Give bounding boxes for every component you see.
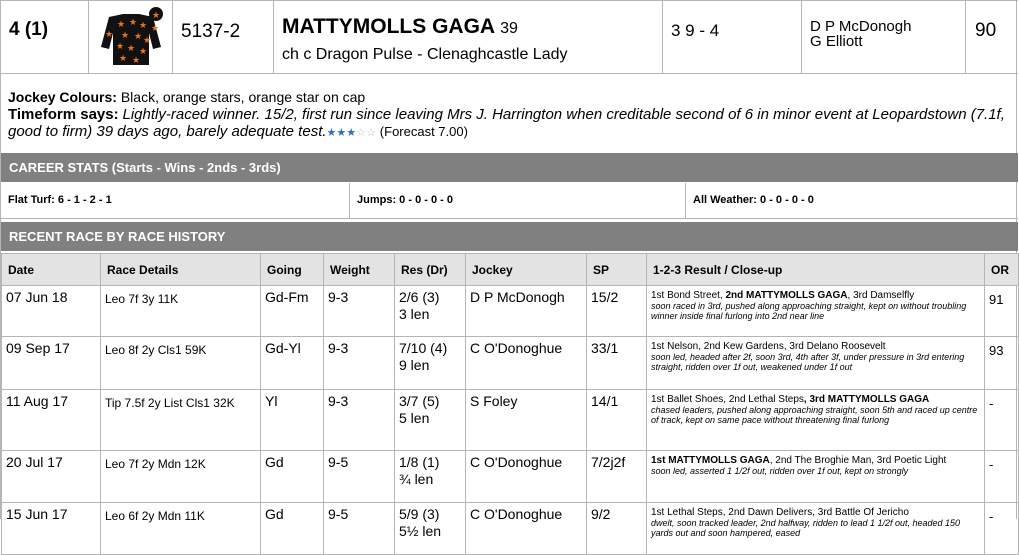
beaten-margin: 5 len [399, 410, 430, 426]
race-going: Gd [261, 503, 324, 555]
svg-text:★: ★ [105, 30, 114, 40]
table-row [2, 390, 1019, 451]
result-summary [651, 455, 980, 466]
rating-cell [966, 1, 1018, 73]
result-summary [651, 290, 980, 301]
race-result [395, 390, 466, 451]
race-sp: 33/1 [587, 337, 647, 390]
race-history-header: RECENT RACE BY RACE HISTORY [1, 222, 1018, 251]
all-weather-stats: All Weather: 0 - 0 - 0 - 0 [693, 194, 814, 206]
star-filled-icon: ★ [336, 127, 347, 139]
race-sp: 14/1 [587, 390, 647, 451]
breeding: ch c Dragon Pulse - Clenaghcastle Lady [282, 46, 568, 63]
race-details[interactable]: Leo 8f 2y Cls1 59K [101, 337, 261, 390]
race-sp: 9/2 [587, 503, 647, 555]
star-filled-icon: ★ [346, 127, 357, 139]
race-weight: 9-3 [324, 286, 395, 337]
col-jockey: Jockey [466, 254, 587, 286]
trainer-jockey-cell [802, 1, 966, 73]
svg-text:★: ★ [117, 20, 126, 30]
race-sp: 7/2j2f [587, 451, 647, 503]
beaten-margin: 9 len [399, 357, 430, 373]
race-closeup [647, 503, 985, 555]
race-sp: 15/2 [587, 286, 647, 337]
closeup-comment: dwelt, soon tracked leader, 2nd halfway, ridden to lead 1 1/2f out, headed 150 yards out and soon hampered, eased [651, 518, 961, 538]
forecast-price: (Forecast 7.00) [379, 124, 468, 139]
runner-number-cell [1, 1, 89, 73]
closeup-comment: soon led, headed after 2f, soon 3rd, 4th after 3f, under pressure in 3rd entering straight, ridden over 1f out, weakened under 1f out [651, 352, 965, 372]
col-date: Date [2, 254, 101, 286]
jockey-colours-text: Black, orange stars, orange star on cap [120, 89, 366, 105]
race-or: - [985, 503, 1019, 555]
form-id: 5137-2 [181, 21, 241, 42]
table-row [2, 451, 1019, 503]
finish-position: 5/9 (3) [399, 506, 440, 522]
race-date: 15 Jun 17 [2, 503, 101, 555]
race-result [395, 451, 466, 503]
race-weight: 9-5 [324, 451, 395, 503]
svg-text:★: ★ [143, 36, 152, 46]
race-date: 20 Jul 17 [2, 451, 101, 503]
star-rating [327, 127, 376, 139]
result-text: , 3rd Damselfly [847, 290, 915, 301]
result-horse-highlight: 2nd MATTYMOLLS GAGA [725, 290, 848, 301]
col-sp: SP [587, 254, 647, 286]
race-jockey[interactable]: C O'Donoghue [466, 337, 587, 390]
jockey-colours-line [8, 89, 1013, 106]
race-date: 11 Aug 17 [2, 390, 101, 451]
race-jockey[interactable]: D P McDonogh [466, 286, 587, 337]
beaten-margin: ¾ len [399, 471, 434, 487]
career-stats-header: CAREER STATS (Starts - Wins - 2nds - 3rds) [1, 153, 1018, 182]
col-result-draw: Res (Dr) [395, 254, 466, 286]
result-summary [651, 341, 980, 352]
svg-text:★: ★ [116, 42, 125, 52]
svg-text:★: ★ [139, 21, 148, 31]
star-empty-icon: ☆ [356, 127, 367, 139]
race-closeup [647, 337, 985, 390]
result-text: 1st Nelson, 2nd Kew Gardens, 3rd Delano Roosevelt [651, 341, 886, 352]
col-going: Going [261, 254, 324, 286]
result-text: 1st Bond Street, [651, 290, 726, 301]
runner-number: 4 (1) [9, 19, 49, 40]
trainer-name[interactable]: D P McDonogh [810, 18, 912, 35]
race-jockey[interactable]: S Foley [466, 390, 587, 451]
race-details[interactable]: Tip 7.5f 2y List Cls1 32K [101, 390, 261, 451]
race-date: 07 Jun 18 [2, 286, 101, 337]
table-row [2, 286, 1019, 337]
race-date: 09 Sep 17 [2, 337, 101, 390]
race-closeup [647, 451, 985, 503]
runner-header [1, 0, 1018, 74]
horse-name[interactable]: MATTYMOLLS GAGA [282, 15, 496, 38]
race-closeup [647, 286, 985, 337]
race-or: - [985, 451, 1019, 503]
days-since-run: 39 [500, 20, 518, 37]
career-stats [1, 183, 1018, 219]
finish-position: 3/7 (5) [399, 393, 440, 409]
form-id-cell [173, 1, 274, 73]
result-text: 1st Lethal Steps, 2nd Dawn Delivers, 3rd Battle Of Jericho [651, 507, 909, 518]
race-jockey[interactable]: C O'Donoghue [466, 451, 587, 503]
svg-text:★: ★ [127, 44, 136, 54]
race-details[interactable]: Leo 7f 2y Mdn 12K [101, 451, 261, 503]
finish-position: 7/10 (4) [399, 340, 448, 356]
form-figures: 3 9 - 4 [671, 21, 720, 40]
race-jockey[interactable]: C O'Donoghue [466, 503, 587, 555]
result-horse-highlight: 1st MATTYMOLLS GAGA [651, 455, 770, 466]
result-summary [651, 394, 980, 405]
col-or: OR [985, 254, 1019, 286]
jumps-stats: Jumps: 0 - 0 - 0 - 0 [350, 183, 686, 218]
result-horse-highlight: , 3rd MATTYMOLLS GAGA [803, 394, 930, 405]
star-filled-icon: ★ [326, 127, 337, 139]
svg-text:★: ★ [134, 32, 143, 42]
jockey-silk-image [89, 1, 173, 73]
svg-text:★: ★ [132, 56, 141, 66]
silk-cell [89, 1, 173, 73]
form-figures-cell [663, 1, 802, 73]
horse-name-cell [274, 1, 663, 73]
horse-name-line [282, 15, 518, 39]
timeform-label: Timeform says: [8, 106, 119, 123]
finish-position: 1/8 (1) [399, 454, 440, 470]
timeform-comment: Lightly-raced winner. 15/2, first run since leaving Mrs J. Harrington when creditable second of 6 in minor event at Leopardstown (7.1f, good to firm) 39 days ago, barely adequate test. [8, 106, 1005, 140]
star-empty-icon: ☆ [366, 127, 376, 139]
race-going: Gd-Fm [261, 286, 324, 337]
timeform-line [8, 106, 1013, 142]
race-result [395, 503, 466, 555]
finish-position: 2/6 (3) [399, 289, 440, 305]
svg-text:★: ★ [121, 31, 130, 41]
jockey-colours-label: Jockey Colours: [8, 89, 117, 105]
table-row [2, 337, 1019, 390]
table-row [2, 503, 1019, 555]
col-result-closeup: 1-2-3 Result / Close-up [647, 254, 985, 286]
race-or: 93 [985, 337, 1019, 390]
race-going: Yl [261, 390, 324, 451]
race-result [395, 286, 466, 337]
jockey-name[interactable]: G Elliott [810, 33, 863, 50]
race-going: Gd [261, 451, 324, 503]
svg-text:★: ★ [129, 18, 138, 28]
race-details[interactable]: Leo 7f 3y 11K [101, 286, 261, 337]
runner-info [8, 89, 1013, 142]
col-weight: Weight [324, 254, 395, 286]
beaten-margin: 5½ len [399, 523, 442, 539]
closeup-comment: soon raced in 3rd, pushed along approaching straight, kept on without troubling winner inside final furlong into 2nd near line [651, 301, 967, 321]
race-history-table [1, 253, 1019, 555]
flat-turf-stats: Flat Turf: 6 - 1 - 2 - 1 [1, 183, 350, 218]
svg-text:★: ★ [151, 24, 160, 34]
closeup-comment: soon led, asserted 1 1/2f out, ridden over 1f out, kept on strongly [651, 466, 909, 476]
svg-text:★: ★ [152, 11, 161, 21]
race-or: 91 [985, 286, 1019, 337]
race-details[interactable]: Leo 6f 2y Mdn 11K [101, 503, 261, 555]
race-or: - [985, 390, 1019, 451]
table-header-row [2, 254, 1019, 286]
rating: 90 [975, 20, 997, 41]
col-race-details: Race Details [101, 254, 261, 286]
race-weight: 9-3 [324, 337, 395, 390]
race-going: Gd-Yl [261, 337, 324, 390]
race-result [395, 337, 466, 390]
race-closeup [647, 390, 985, 451]
svg-text:★: ★ [119, 54, 128, 64]
race-weight: 9-3 [324, 390, 395, 451]
closeup-comment: chased leaders, pushed along approaching straight, soon 5th and raced up centre of track, kept on same pace without threatening final furlong [651, 405, 978, 425]
result-text: , 2nd The Broghie Man, 3rd Poetic Light [769, 455, 947, 466]
result-text: 1st Ballet Shoes, 2nd Lethal Steps [651, 394, 804, 405]
svg-text:★: ★ [139, 47, 148, 57]
beaten-margin: 3 len [399, 306, 430, 322]
result-summary [651, 507, 980, 518]
race-weight: 9-5 [324, 503, 395, 555]
